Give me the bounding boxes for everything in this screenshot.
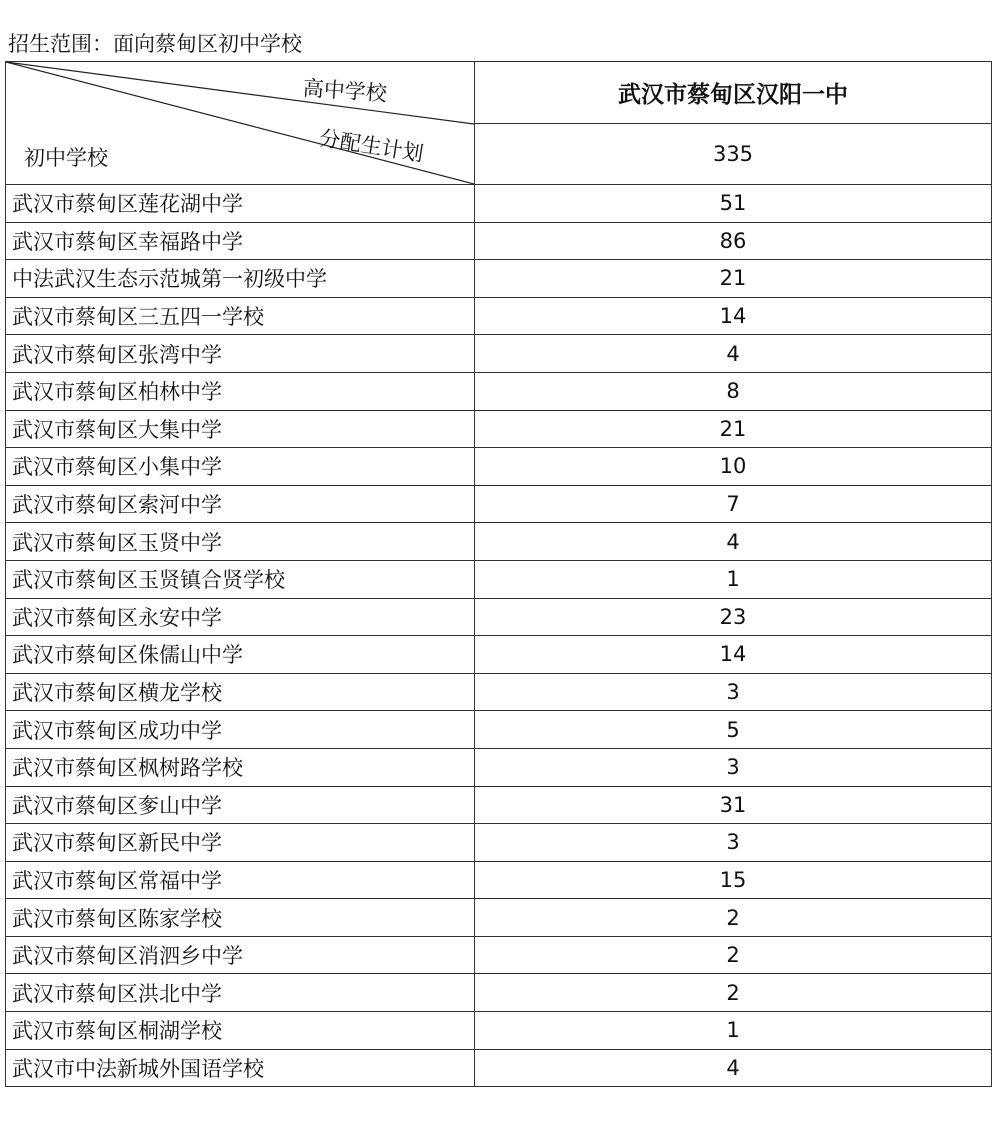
allocation-plan-value: 86 (475, 222, 992, 260)
total-plan-value: 335 (475, 123, 992, 185)
junior-school-name: 中法武汉生态示范城第一初级中学 (6, 260, 475, 298)
table-row (6, 485, 992, 523)
table-row (6, 222, 992, 260)
header-row (6, 62, 992, 124)
allocation-plan-value: 7 (475, 485, 992, 523)
allocation-plan-value: 3 (475, 748, 992, 786)
allocation-plan-value: 4 (475, 1049, 992, 1087)
junior-school-name: 武汉市蔡甸区横龙学校 (6, 673, 475, 711)
allocation-plan-value: 2 (475, 936, 992, 974)
junior-school-name: 武汉市蔡甸区三五四一学校 (6, 297, 475, 335)
allocation-plan-value: 2 (475, 899, 992, 937)
table-row (6, 711, 992, 749)
allocation-plan-value: 5 (475, 711, 992, 749)
table-row (6, 260, 992, 298)
allocation-plan-value: 2 (475, 974, 992, 1012)
table-row (6, 1049, 992, 1087)
junior-school-name: 武汉市蔡甸区索河中学 (6, 485, 475, 523)
table-row (6, 185, 992, 223)
table-row (6, 974, 992, 1012)
junior-school-label: 初中学校 (24, 146, 108, 170)
allocation-plan-value: 51 (475, 185, 992, 223)
junior-school-name: 武汉市蔡甸区小集中学 (6, 448, 475, 486)
junior-school-name: 武汉市蔡甸区玉贤中学 (6, 523, 475, 561)
junior-school-name: 武汉市蔡甸区莲花湖中学 (6, 185, 475, 223)
allocation-plan-value: 21 (475, 260, 992, 298)
target-school-title: 武汉市蔡甸区汉阳一中 (475, 62, 992, 124)
allocation-plan-value: 3 (475, 824, 992, 862)
table-row (6, 598, 992, 636)
junior-school-name: 武汉市蔡甸区张湾中学 (6, 335, 475, 373)
allocation-plan-value: 8 (475, 372, 992, 410)
table-row (6, 448, 992, 486)
junior-school-name: 武汉市中法新城外国语学校 (6, 1049, 475, 1087)
allocation-plan-value: 14 (475, 636, 992, 674)
junior-school-name: 武汉市蔡甸区洪北中学 (6, 974, 475, 1012)
junior-school-name: 武汉市蔡甸区幸福路中学 (6, 222, 475, 260)
table-row (6, 861, 992, 899)
allocation-plan-value: 14 (475, 297, 992, 335)
table-row (6, 636, 992, 674)
table-caption: 招生范围：面向蔡甸区初中学校 (8, 32, 302, 56)
table-row (6, 560, 992, 598)
allocation-plan-value: 10 (475, 448, 992, 486)
table-row (6, 899, 992, 937)
allocation-plan-value: 3 (475, 673, 992, 711)
allocation-plan-value: 15 (475, 861, 992, 899)
junior-school-name: 武汉市蔡甸区奓山中学 (6, 786, 475, 824)
table-row (6, 335, 992, 373)
junior-school-name: 武汉市蔡甸区常福中学 (6, 861, 475, 899)
table-row (6, 297, 992, 335)
table-row (6, 523, 992, 561)
diagonal-header-cell (6, 62, 475, 185)
junior-school-name: 武汉市蔡甸区成功中学 (6, 711, 475, 749)
table-row (6, 824, 992, 862)
junior-school-name: 武汉市蔡甸区新民中学 (6, 824, 475, 862)
allocation-plan-value: 4 (475, 335, 992, 373)
junior-school-name: 武汉市蔡甸区大集中学 (6, 410, 475, 448)
allocation-plan-value: 1 (475, 1012, 992, 1050)
junior-school-name: 武汉市蔡甸区玉贤镇合贤学校 (6, 560, 475, 598)
table-row (6, 372, 992, 410)
junior-school-name: 武汉市蔡甸区侏儒山中学 (6, 636, 475, 674)
junior-school-name: 武汉市蔡甸区消泗乡中学 (6, 936, 475, 974)
high-school-label: 高中学校 (302, 75, 388, 106)
allocation-plan-value: 31 (475, 786, 992, 824)
junior-school-name: 武汉市蔡甸区柏林中学 (6, 372, 475, 410)
allocation-table (5, 61, 992, 1087)
allocation-plan-value: 1 (475, 560, 992, 598)
junior-school-name: 武汉市蔡甸区桐湖学校 (6, 1012, 475, 1050)
table-row (6, 1012, 992, 1050)
table-row (6, 786, 992, 824)
table-row (6, 936, 992, 974)
plan-label: 分配生计划 (317, 125, 426, 167)
junior-school-name: 武汉市蔡甸区陈家学校 (6, 899, 475, 937)
allocation-plan-value: 23 (475, 598, 992, 636)
junior-school-name: 武汉市蔡甸区枫树路学校 (6, 748, 475, 786)
allocation-plan-value: 21 (475, 410, 992, 448)
allocation-plan-value: 4 (475, 523, 992, 561)
junior-school-name: 武汉市蔡甸区永安中学 (6, 598, 475, 636)
table-row (6, 410, 992, 448)
table-row (6, 673, 992, 711)
table-row (6, 748, 992, 786)
